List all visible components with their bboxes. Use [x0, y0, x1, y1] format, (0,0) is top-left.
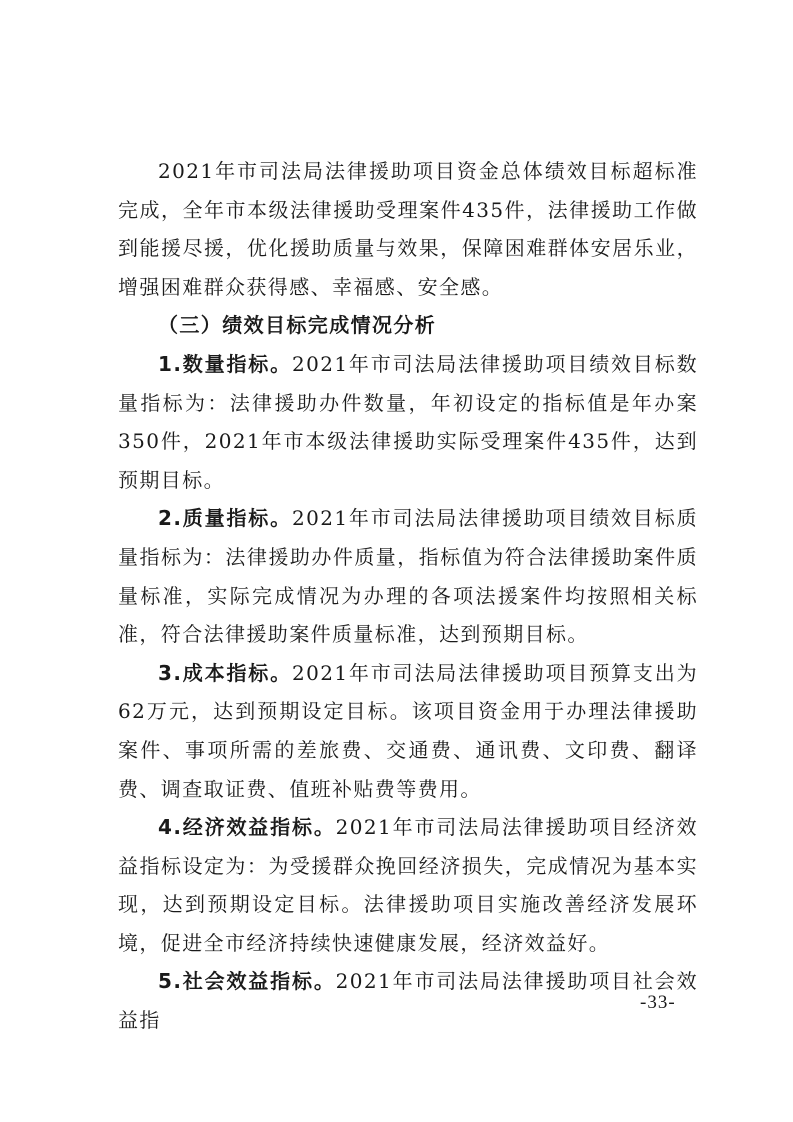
indicator-lead: 5.社会效益指标。	[158, 969, 336, 994]
indicator-lead: 3.成本指标。	[158, 660, 292, 685]
summary-text: 2021年市司法局法律援助项目资金总体绩效目标超标准完成，全年市本级法律援助受理案件435件，法律援助工作做到能援尽援，优化援助质量与效果，保障困难群体安居乐业，增强困难群众获得感、幸福感、安全感。	[118, 159, 698, 299]
indicator-lead: 1.数量指标。	[158, 351, 292, 376]
indicator-paragraph-social	[118, 962, 698, 1039]
indicator-paragraph-cost	[118, 654, 698, 808]
section-heading: （三）绩效目标完成情况分析	[158, 313, 437, 338]
page-number: -33-	[640, 992, 676, 1013]
indicator-lead: 4.经济效益指标。	[158, 815, 336, 840]
indicator-text: 2021年市司法局法律援助项目社会效益指	[118, 969, 698, 1033]
indicator-text: 2021年市司法局法律援助项目绩效目标数量指标为：法律援助办件数量，年初设定的指标值是年办案350件，2021年市本级法律援助实际受理案件435件，达到预期目标。	[118, 351, 698, 492]
indicator-text: 2021年市司法局法律援助项目绩效目标质量指标为：法律援助办件质量，指标值为符合法律援助案件质量标准，实际完成情况为办理的各项法援案件均按照相关标准，符合法律援助案件质量标准，达到预期目标。	[118, 506, 698, 647]
indicator-paragraph-quantity	[118, 345, 698, 499]
summary-paragraph	[118, 152, 698, 306]
indicator-paragraph-quality	[118, 499, 698, 653]
indicator-text: 2021年市司法局法律援助项目经济效益指标设定为：为受援群众挽回经济损失，完成情况为基本实现，达到预期设定目标。法律援助项目实施改善经济发展环境，促进全市经济持续快速健康发展，经济效益好。	[118, 815, 698, 955]
indicator-text: 2021年市司法局法律援助项目预算支出为62万元，达到预期设定目标。该项目资金用于办理法律援助案件、事项所需的差旅费、交通费、通讯费、文印费、翻译费、调查取证费、值班补贴费等费用。	[118, 660, 698, 801]
indicator-lead: 2.质量指标。	[158, 506, 292, 531]
indicator-paragraph-economic	[118, 808, 698, 962]
document-body	[118, 152, 698, 1040]
